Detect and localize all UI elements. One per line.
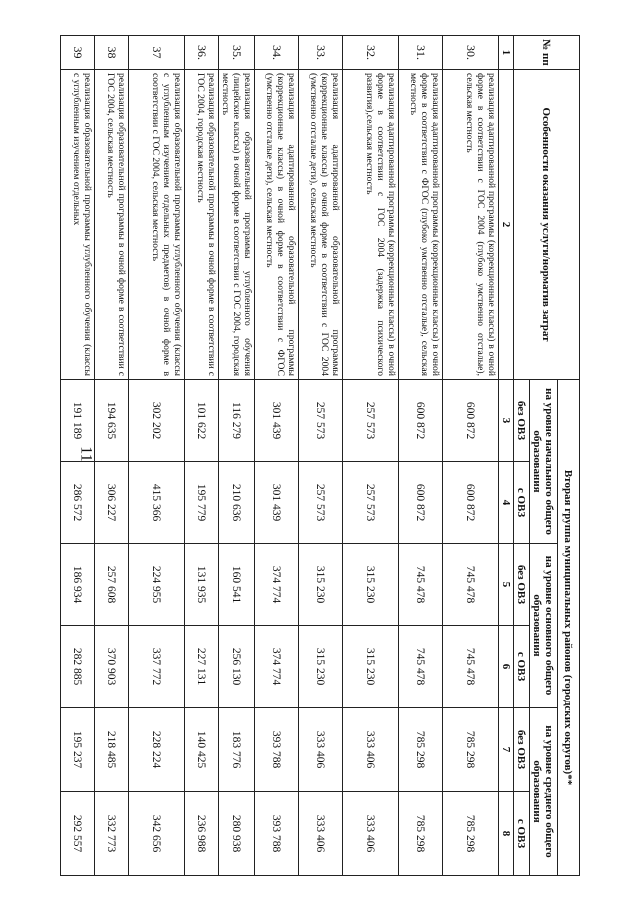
table-row [61, 36, 95, 876]
table-row [219, 36, 255, 876]
cost-value-cell: 600 872 [443, 462, 499, 544]
column-number: 1 [499, 36, 514, 70]
cost-value-cell: 183 776 [219, 708, 255, 792]
row-number: 37 [129, 36, 185, 70]
cost-value-cell: 257 608 [95, 544, 129, 626]
row-description: реализация адаптированной образовательной программы (коррекционные классы) в очной форме в соответствии с ФГОС (умственно отсталые дети), сельская местность [255, 70, 299, 380]
header-with-ovz: с ОВЗ [514, 626, 530, 708]
header-level-basic: на уровне основного общего образования [530, 544, 558, 708]
cost-value-cell: 306 227 [95, 462, 129, 544]
cost-value-cell: 280 938 [219, 792, 255, 876]
cost-value-cell: 191 189 [61, 380, 95, 462]
norms-table [60, 35, 580, 876]
cost-value-cell: 393 788 [255, 708, 299, 792]
cost-value-cell: 337 772 [129, 626, 185, 708]
cost-value-cell: 785 298 [399, 792, 443, 876]
cost-value-cell: 333 406 [343, 708, 399, 792]
cost-value-cell: 131 935 [185, 544, 219, 626]
cost-value-cell: 301 439 [255, 380, 299, 462]
cost-value-cell: 374 774 [255, 626, 299, 708]
row-number: 35. [219, 36, 255, 70]
cost-value-cell: 101 622 [185, 380, 219, 462]
header-with-ovz: с ОВЗ [514, 462, 530, 544]
cost-value-cell: 195 779 [185, 462, 219, 544]
row-number: 31. [399, 36, 443, 70]
cost-value-cell: 333 406 [299, 792, 343, 876]
row-description: реализация адаптированной программы (коррекционные классы) в очной форме в соответствии с ГОС 2004 (задержка психического развития),сельская местность [343, 70, 399, 380]
table-row [299, 36, 343, 876]
header-without-ovz: без ОВЗ [514, 380, 530, 462]
row-description: реализация адаптированной образовательной программы (коррекционные классы) в очной форме в соответствии с ГОС 2004 (умственно отсталые дети), сельская местность [299, 70, 343, 380]
cost-value-cell: 218 485 [95, 708, 129, 792]
cost-value-cell: 257 573 [343, 380, 399, 462]
page-number: 11 [77, 446, 95, 462]
row-number: 30. [443, 36, 499, 70]
cost-value-cell: 785 298 [443, 792, 499, 876]
row-description: реализация образовательной программы в очной форме в соответствии с ГОС 2004, городская местность [185, 70, 219, 380]
table-row [399, 36, 443, 876]
column-number: 8 [499, 792, 514, 876]
cost-value-cell: 228 224 [129, 708, 185, 792]
header-group: Вторая группа муниципальных районов (городских округов)** [558, 380, 580, 876]
header-without-ovz: без ОВЗ [514, 544, 530, 626]
table-row [343, 36, 399, 876]
rotated-table-container [60, 35, 580, 875]
row-description: реализация образовательной программы в очной форме в соответствии с ГОС 2004, сельская местность [95, 70, 129, 380]
cost-value-cell: 745 478 [443, 626, 499, 708]
cost-value-cell: 785 298 [399, 708, 443, 792]
header-description: Особенности оказания услуги/норматив затрат [514, 70, 580, 380]
cost-value-cell: 236 988 [185, 792, 219, 876]
header-level-primary: на уровне начального общего образования [530, 380, 558, 544]
row-number: 39 [61, 36, 95, 70]
cost-value-cell: 370 903 [95, 626, 129, 708]
cost-value-cell: 600 872 [399, 380, 443, 462]
row-description: реализация образовательной программы углубленного обучения (классы с углубленным изучением отдельных предметов) в очной форме в соответствии с ГОС 2004, сельская местность [129, 70, 185, 380]
cost-value-cell: 140 425 [185, 708, 219, 792]
cost-value-cell: 600 872 [443, 380, 499, 462]
cost-value-cell: 210 636 [219, 462, 255, 544]
cost-value-cell: 315 230 [343, 544, 399, 626]
cost-value-cell: 785 298 [443, 708, 499, 792]
cost-value-cell: 195 237 [61, 708, 95, 792]
header-with-ovz: с ОВЗ [514, 792, 530, 876]
table-row [129, 36, 185, 876]
cost-value-cell: 415 366 [129, 462, 185, 544]
header-level-secondary: на уровне среднего общего образования [530, 708, 558, 876]
cost-value-cell: 186 934 [61, 544, 95, 626]
row-description: реализация адаптированной программы (коррекционные классы) в очной форме в соответствии с ГОС 2004 (глубоко умственно отсталые), сельская местность [443, 70, 499, 380]
cost-value-cell: 600 872 [399, 462, 443, 544]
cost-value-cell: 256 130 [219, 626, 255, 708]
cost-value-cell: 116 279 [219, 380, 255, 462]
column-number: 6 [499, 626, 514, 708]
table-body [61, 36, 499, 876]
cost-value-cell: 282 885 [61, 626, 95, 708]
row-number: 34. [255, 36, 299, 70]
cost-value-cell: 257 573 [299, 462, 343, 544]
column-number: 3 [499, 380, 514, 462]
row-description: реализация образовательной программы углубленного обучения (классы с углубленным изучением отдельных [61, 70, 95, 380]
table-row [255, 36, 299, 876]
cost-value-cell: 292 557 [61, 792, 95, 876]
row-number: 38 [95, 36, 129, 70]
cost-value-cell: 745 478 [443, 544, 499, 626]
cost-value-cell: 286 572 [61, 462, 95, 544]
cost-value-cell: 342 656 [129, 792, 185, 876]
row-description: реализация адаптированной программы (коррекционные классы) в очной форме в соответствии с ФГОС (глубоко умственно отсталые), сельская местность [399, 70, 443, 380]
cost-value-cell: 302 202 [129, 380, 185, 462]
cost-value-cell: 224 955 [129, 544, 185, 626]
cost-value-cell: 194 635 [95, 380, 129, 462]
row-number: 36. [185, 36, 219, 70]
cost-value-cell: 333 406 [299, 708, 343, 792]
cost-value-cell: 301 439 [255, 462, 299, 544]
cost-value-cell: 333 406 [343, 792, 399, 876]
table-row [443, 36, 499, 876]
table-row [185, 36, 219, 876]
cost-value-cell: 332 773 [95, 792, 129, 876]
cost-value-cell: 257 573 [343, 462, 399, 544]
cost-value-cell: 160 541 [219, 544, 255, 626]
column-number: 7 [499, 708, 514, 792]
cost-value-cell: 745 478 [399, 626, 443, 708]
column-number: 5 [499, 544, 514, 626]
row-description: реализация образовательной программы углубленного обучения (лицейские классы) в очной форме в соответствии с ГОС 2004, городская местность [219, 70, 255, 380]
cost-value-cell: 393 788 [255, 792, 299, 876]
cost-value-cell: 374 774 [255, 544, 299, 626]
cost-value-cell: 257 573 [299, 380, 343, 462]
cost-value-cell: 315 230 [299, 626, 343, 708]
cost-value-cell: 745 478 [399, 544, 443, 626]
header-without-ovz: без ОВЗ [514, 708, 530, 792]
cost-value-cell: 315 230 [299, 544, 343, 626]
header-number: № пп [514, 36, 580, 70]
row-number: 33. [299, 36, 343, 70]
row-number: 32. [343, 36, 399, 70]
cost-value-cell: 227 131 [185, 626, 219, 708]
column-number: 2 [499, 70, 514, 380]
column-number: 4 [499, 462, 514, 544]
table-row [95, 36, 129, 876]
cost-value-cell: 315 230 [343, 626, 399, 708]
